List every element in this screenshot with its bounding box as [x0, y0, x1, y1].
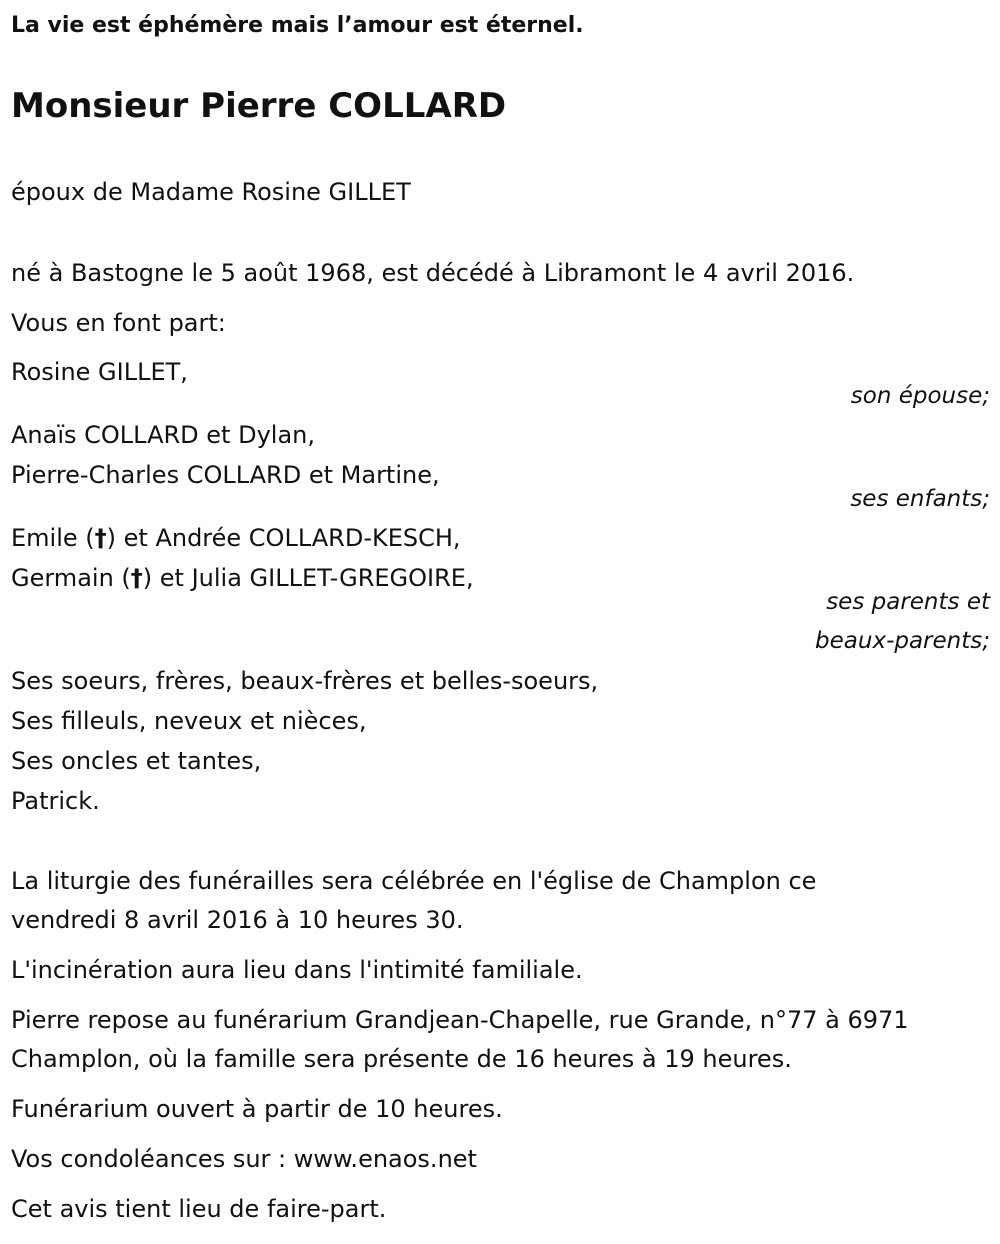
rest-line: Pierre repose au funérarium Grandjean-Chapelle, rue Grande, n°77 à 6971: [11, 1006, 909, 1034]
motto: La vie est éphémère mais l’amour est éternel.: [11, 13, 584, 38]
birth-death-line: né à Bastogne le 5 août 1968, est décédé à Libramont le 4 avril 2016.: [11, 259, 855, 287]
family-parent-line: [11, 563, 474, 593]
condolences-line: Vos condoléances sur : www.enaos.net: [11, 1145, 477, 1173]
parent-name-before: Germain (: [11, 564, 131, 592]
liturgy-line: La liturgie des funérailles sera célébrée en l'église de Champlon ce: [11, 867, 817, 895]
cremation-line: L'incinération aura lieu dans l'intimité familiale.: [11, 956, 583, 984]
opening-hours-line: Funérarium ouvert à partir de 10 heures.: [11, 1095, 503, 1123]
family-other-line: Ses soeurs, frères, beaux-frères et belles-soeurs,: [11, 667, 599, 695]
announce-intro: Vous en font part:: [11, 309, 226, 337]
parent-name-before: Emile (: [11, 524, 95, 552]
parent-name-after: ) et Andrée COLLARD-KESCH,: [106, 524, 461, 552]
family-other-line: Patrick.: [11, 787, 100, 815]
spouse-line: époux de Madame Rosine GILLET: [11, 178, 411, 206]
liturgy-line: vendredi 8 avril 2016 à 10 heures 30.: [11, 906, 464, 934]
cross-icon: †: [94, 524, 107, 552]
family-other-line: Ses filleuls, neveux et nièces,: [11, 707, 367, 735]
cross-icon: †: [130, 564, 143, 592]
family-parent-line: [11, 523, 461, 553]
family-child-name: Pierre-Charles COLLARD et Martine,: [11, 461, 440, 489]
family-parents-role-line2: beaux-parents;: [815, 628, 990, 654]
family-spouse-role: son épouse;: [850, 383, 990, 409]
family-child-name: Anaïs COLLARD et Dylan,: [11, 421, 315, 449]
family-spouse-name: Rosine GILLET,: [11, 358, 188, 386]
closing-line: Cet avis tient lieu de faire-part.: [11, 1195, 387, 1223]
family-children-role: ses enfants;: [850, 486, 990, 512]
rest-line: Champlon, où la famille sera présente de 16 heures à 19 heures.: [11, 1045, 792, 1073]
deceased-name: Monsieur Pierre COLLARD: [11, 86, 507, 126]
family-parents-role-line1: ses parents et: [826, 589, 990, 615]
family-other-line: Ses oncles et tantes,: [11, 747, 262, 775]
parent-name-after: ) et Julia GILLET-GREGOIRE,: [142, 564, 474, 592]
